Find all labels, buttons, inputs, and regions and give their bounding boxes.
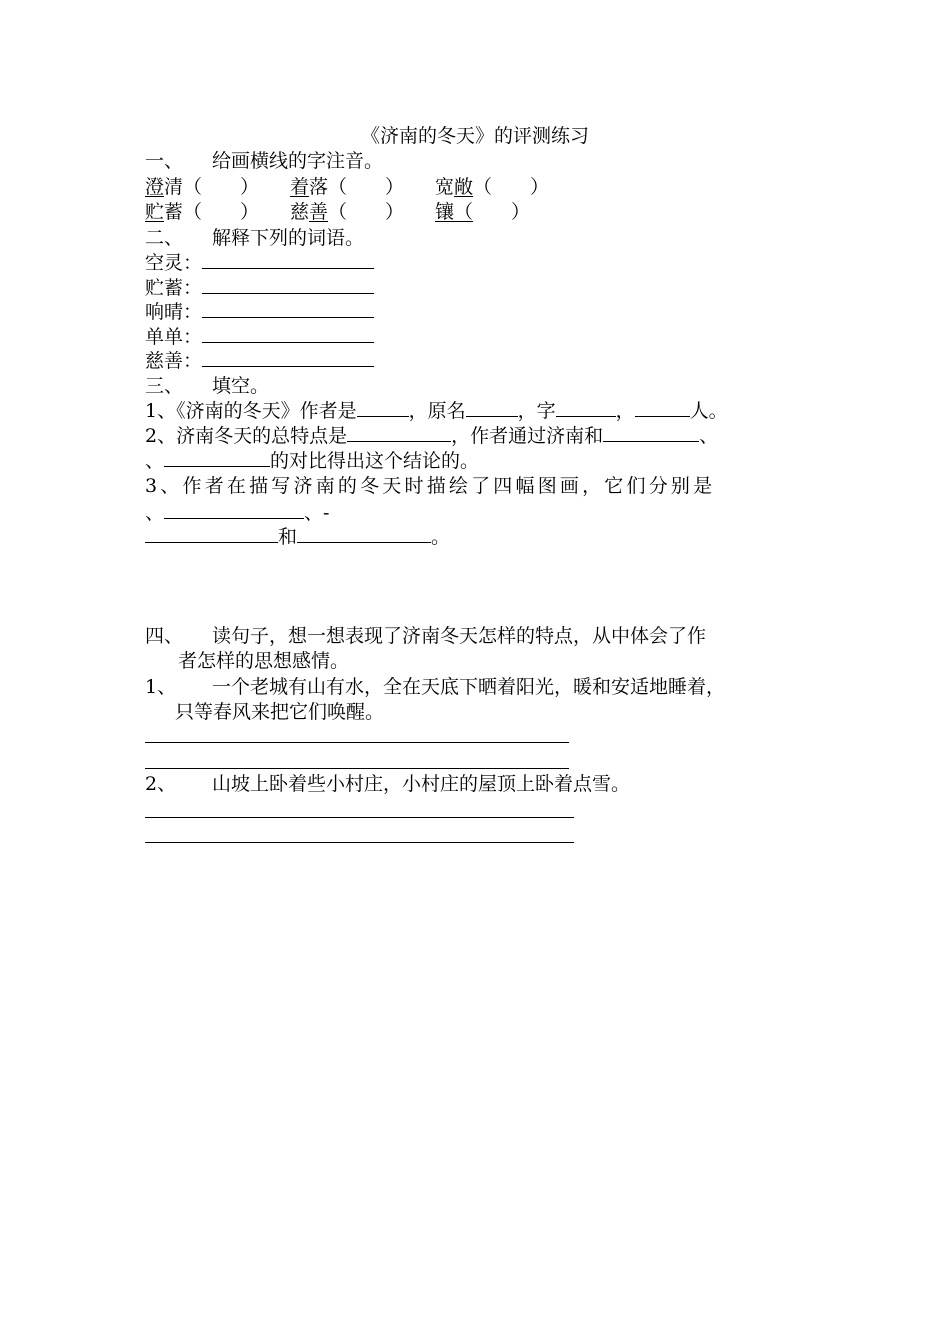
answer-blank[interactable] bbox=[202, 349, 374, 367]
answer-blank[interactable] bbox=[202, 251, 374, 269]
section3-number: 三、 bbox=[145, 375, 184, 397]
section4-heading-text: 读句子，想一想表现了济南冬天怎样的特点，从中体会了作 bbox=[212, 625, 707, 647]
fill-question-1: 1、《济南的冬天》作者是 ，原名 ，字 ， 人。 bbox=[145, 400, 728, 422]
section2-heading bbox=[145, 226, 364, 250]
pinyin-item-2: 着落（ ） bbox=[290, 176, 405, 198]
section1-heading bbox=[145, 149, 383, 173]
pinyin-item-1: 澄清（ ） bbox=[145, 176, 260, 198]
underlined-char: 贮 bbox=[145, 201, 165, 223]
answer-line[interactable] bbox=[145, 842, 574, 843]
answer-blank[interactable] bbox=[164, 449, 270, 467]
term-row bbox=[145, 325, 374, 349]
answer-blank[interactable] bbox=[635, 399, 690, 417]
answer-line[interactable] bbox=[145, 742, 569, 743]
pinyin-item-4: 贮蓄（ ） bbox=[145, 201, 260, 223]
item-number: 1、 bbox=[145, 676, 177, 698]
section3-heading bbox=[145, 374, 269, 398]
answer-blank[interactable] bbox=[357, 399, 409, 417]
section1-number: 一、 bbox=[145, 150, 184, 172]
term-label: 慈善： bbox=[145, 350, 203, 372]
underlined-char: 善 bbox=[309, 201, 329, 223]
term-row bbox=[145, 276, 374, 300]
reading-item-1-cont: 只等春风来把它们唤醒。 bbox=[175, 701, 385, 723]
underlined-char: 敞 bbox=[454, 176, 474, 198]
section4-heading bbox=[145, 624, 706, 648]
answer-line[interactable] bbox=[145, 768, 569, 769]
reading-item-1 bbox=[145, 675, 725, 699]
page-title: 《济南的冬天》的评测练习 bbox=[360, 125, 589, 147]
answer-blank[interactable] bbox=[202, 300, 374, 318]
term-row bbox=[145, 251, 374, 275]
term-label: 空灵： bbox=[145, 252, 203, 274]
term-row bbox=[145, 349, 374, 373]
section4-heading-cont: 者怎样的思想感情。 bbox=[178, 650, 350, 672]
term-label: 贮蓄： bbox=[145, 277, 203, 299]
underlined-char: 澄 bbox=[145, 176, 165, 198]
item-sentence: 一个老城有山有水，全在天底下晒着阳光，暖和安适地睡着， bbox=[212, 676, 726, 698]
answer-blank[interactable] bbox=[164, 501, 304, 519]
pinyin-item-6: 镶（ ） bbox=[435, 201, 531, 223]
section1-row2 bbox=[145, 200, 530, 224]
pinyin-item-3: 宽敞（ ） bbox=[435, 176, 550, 198]
section1-row1 bbox=[145, 175, 549, 199]
section2-heading-text: 解释下列的词语。 bbox=[212, 227, 365, 249]
term-label: 响晴： bbox=[145, 301, 203, 323]
answer-blank[interactable] bbox=[556, 399, 616, 417]
item-number: 2、 bbox=[145, 773, 177, 795]
section4-number: 四、 bbox=[145, 625, 184, 647]
answer-blank[interactable] bbox=[347, 424, 451, 442]
fill-question-2: 2、济南冬天的总特点是 ，作者通过济南和 、 bbox=[145, 425, 719, 447]
section3-heading-text: 填空。 bbox=[212, 375, 270, 397]
fill-question-2-cont: 、 的对比得出这个结论的。 bbox=[145, 450, 480, 472]
fill-question-3-cont2: 和 。 bbox=[145, 525, 450, 549]
term-row bbox=[145, 300, 374, 324]
answer-blank[interactable] bbox=[202, 325, 374, 343]
section2-number: 二、 bbox=[145, 227, 184, 249]
answer-blank[interactable] bbox=[202, 276, 374, 294]
term-label: 单单： bbox=[145, 326, 203, 348]
answer-blank[interactable] bbox=[466, 399, 518, 417]
answer-blank[interactable] bbox=[145, 525, 278, 543]
fill-question-3: 3、作者在描写济南的冬天时描绘了四幅图画，它们分别是 bbox=[145, 475, 716, 497]
fill-question-3-cont: 、 、- bbox=[145, 502, 330, 524]
answer-blank[interactable] bbox=[603, 424, 699, 442]
underlined-char: 镶（ bbox=[435, 201, 474, 223]
reading-item-2 bbox=[145, 772, 630, 796]
answer-blank[interactable] bbox=[297, 525, 431, 543]
underlined-char: 着 bbox=[290, 176, 310, 198]
section1-heading-text: 给画横线的字注音。 bbox=[212, 150, 384, 172]
answer-line[interactable] bbox=[145, 817, 574, 818]
item-sentence: 山坡上卧着些小村庄，小村庄的屋顶上卧着点雪。 bbox=[212, 773, 631, 795]
pinyin-item-5: 慈善（ ） bbox=[290, 201, 405, 223]
